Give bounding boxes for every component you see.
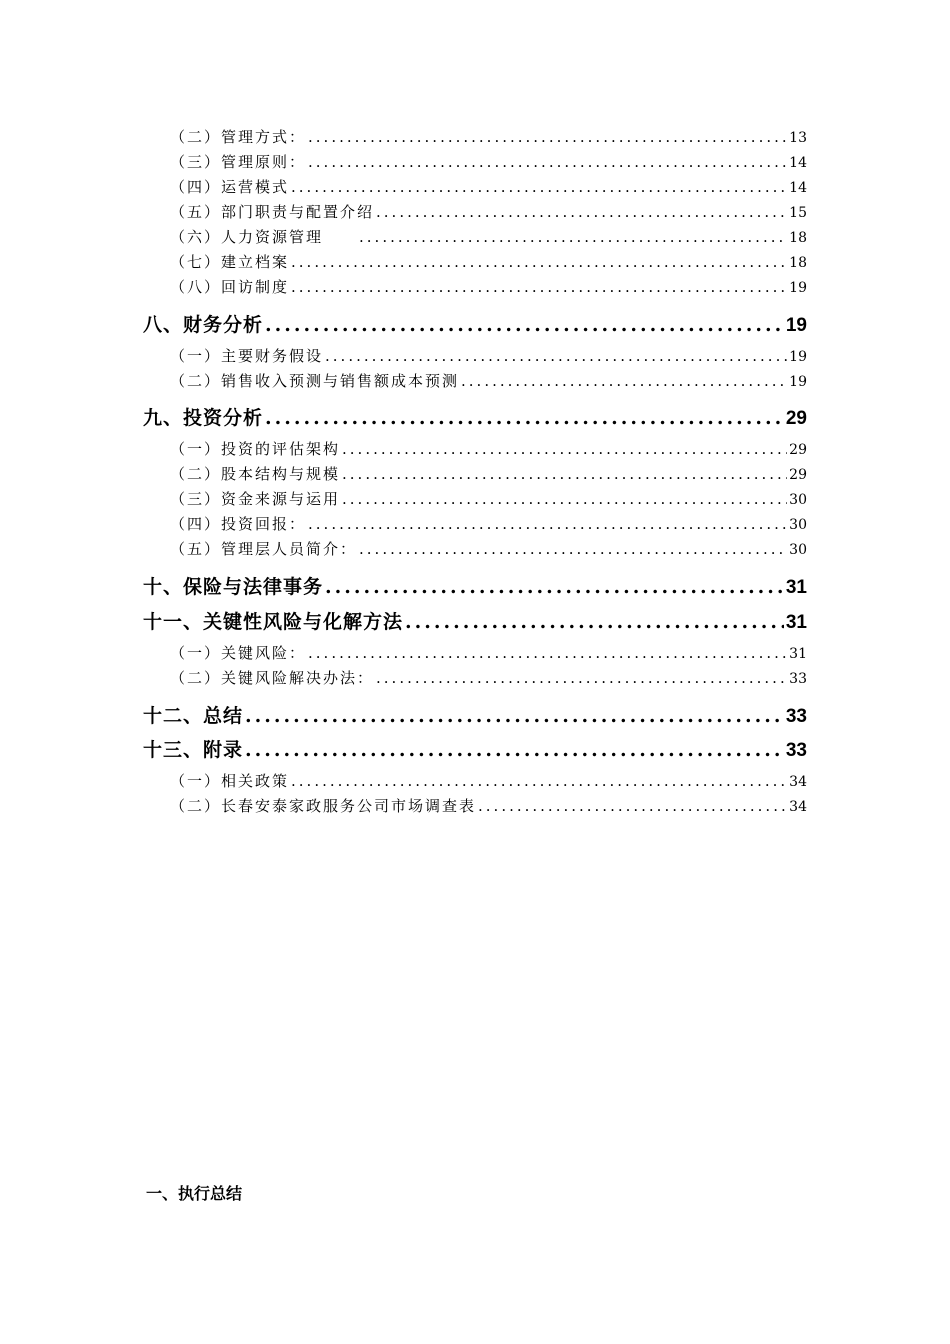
toc-entry-title: （四）运营模式 — [170, 178, 290, 196]
toc-entry[interactable] — [170, 126, 807, 147]
toc-dot-leader — [291, 772, 787, 790]
toc-dot-leader — [342, 490, 787, 508]
toc-dot-leader — [359, 228, 787, 246]
toc-dot-leader — [291, 278, 787, 296]
toc-entry-page: 30 — [789, 542, 807, 558]
toc-dot-leader — [359, 540, 787, 558]
toc-dot-leader — [342, 465, 787, 483]
toc-dot-leader — [308, 128, 787, 146]
toc-entry-page: 33 — [785, 740, 807, 761]
toc-dot-leader — [308, 515, 787, 533]
toc-dot-leader — [405, 611, 784, 633]
toc-entry-page: 31 — [789, 646, 807, 662]
toc-entry[interactable] — [170, 438, 807, 459]
toc-entry[interactable] — [170, 538, 807, 559]
toc-entry-page: 14 — [789, 180, 807, 196]
toc-entry-title: （七）建立档案 — [170, 253, 290, 271]
toc-entry[interactable] — [170, 176, 807, 197]
toc-entry-page: 19 — [789, 349, 807, 365]
toc-entry-title: （二）长春安泰家政服务公司市场调查表 — [170, 797, 477, 815]
toc-dot-leader — [291, 253, 787, 271]
toc-entry-page: 30 — [789, 492, 807, 508]
toc-entry-page: 13 — [789, 130, 807, 146]
toc-dot-leader — [461, 372, 787, 390]
toc-dot-leader — [478, 797, 787, 815]
toc-entry-page: 33 — [785, 706, 807, 727]
toc-entry-title: （三）资金来源与运用 — [170, 490, 341, 508]
toc-entry-page: 15 — [789, 205, 807, 221]
toc-entry-title: （一）投资的评估架构 — [170, 440, 341, 458]
toc-entry-page: 19 — [789, 374, 807, 390]
toc-entry[interactable] — [170, 201, 807, 222]
toc-entry-page: 33 — [789, 671, 807, 687]
toc-entry-page: 29 — [789, 467, 807, 483]
toc-entry-title: （二）销售收入预测与销售额成本预测 — [170, 372, 460, 390]
toc-entry-title: （三）管理原则： — [170, 153, 307, 171]
toc-entry[interactable] — [143, 572, 807, 599]
toc-entry-title: （四）投资回报： — [170, 515, 307, 533]
toc-entry[interactable] — [170, 276, 807, 297]
toc-entry-title: （五）管理层人员简介： — [170, 540, 358, 558]
toc-dot-leader — [308, 153, 787, 171]
toc-entry-title: （八）回访制度 — [170, 278, 290, 296]
toc-entry[interactable] — [170, 251, 807, 272]
toc-entry-page: 34 — [789, 774, 807, 790]
toc-dot-leader — [376, 203, 787, 221]
toc-entry[interactable] — [170, 370, 807, 391]
toc-entry[interactable] — [170, 795, 807, 816]
toc-entry-title: 十一、关键性风险与化解方法 — [143, 611, 404, 633]
toc-entry[interactable] — [143, 607, 807, 634]
toc-entry-page: 18 — [789, 230, 807, 246]
toc-entry[interactable] — [170, 642, 807, 663]
toc-dot-leader — [245, 739, 784, 761]
toc-entry-title: 八、财务分析 — [143, 314, 264, 336]
toc-entry-title: （二）关键风险解决办法： — [170, 669, 375, 687]
toc-entry[interactable] — [170, 226, 807, 247]
toc-entry-page: 19 — [789, 280, 807, 296]
toc-dot-leader — [342, 440, 787, 458]
toc-entry[interactable] — [143, 701, 807, 728]
toc-dot-leader — [308, 644, 787, 662]
toc-entry-page: 31 — [785, 577, 807, 598]
toc-entry[interactable] — [143, 403, 807, 430]
toc-dot-leader — [265, 314, 784, 336]
toc-entry-page: 18 — [789, 255, 807, 271]
toc-entry-title: （二）股本结构与规模 — [170, 465, 341, 483]
toc-entry-title: （一）相关政策 — [170, 772, 290, 790]
toc-entry-title: （五）部门职责与配置介绍 — [170, 203, 375, 221]
toc-entry[interactable] — [143, 735, 807, 762]
toc-dot-leader — [325, 347, 787, 365]
toc-entry-title: （一）关键风险： — [170, 644, 307, 662]
toc-entry-page: 34 — [789, 799, 807, 815]
toc-dot-leader — [245, 705, 784, 727]
toc-entry-title: （六）人力资源管理 — [170, 228, 358, 246]
toc-entry-page: 29 — [789, 442, 807, 458]
toc-entry-title: 十、保险与法律事务 — [143, 576, 324, 598]
toc-entry[interactable] — [170, 488, 807, 509]
section-heading: 一、执行总结 — [146, 1184, 243, 1203]
toc-entry[interactable] — [170, 513, 807, 534]
toc-entry-title: 九、投资分析 — [143, 407, 264, 429]
toc-dot-leader — [265, 407, 784, 429]
toc-entry-title: （二）管理方式： — [170, 128, 307, 146]
toc-entry[interactable] — [170, 151, 807, 172]
toc-entry[interactable] — [170, 770, 807, 791]
toc-entry-page: 29 — [785, 408, 807, 429]
toc-entry[interactable] — [170, 463, 807, 484]
toc-entry-page: 14 — [789, 155, 807, 171]
toc-entry-title: 十二、总结 — [143, 705, 244, 727]
toc-entry[interactable] — [170, 667, 807, 688]
toc-entry-page: 19 — [785, 315, 807, 336]
toc-dot-leader — [325, 576, 784, 598]
toc-entry[interactable] — [143, 310, 807, 337]
toc-dot-leader — [291, 178, 787, 196]
toc-entry-title: 十三、附录 — [143, 739, 244, 761]
toc-entry-page: 31 — [785, 612, 807, 633]
toc-entry-page: 30 — [789, 517, 807, 533]
toc-dot-leader — [376, 669, 787, 687]
toc-entry-title: （一）主要财务假设 — [170, 347, 324, 365]
toc-entry[interactable] — [170, 345, 807, 366]
